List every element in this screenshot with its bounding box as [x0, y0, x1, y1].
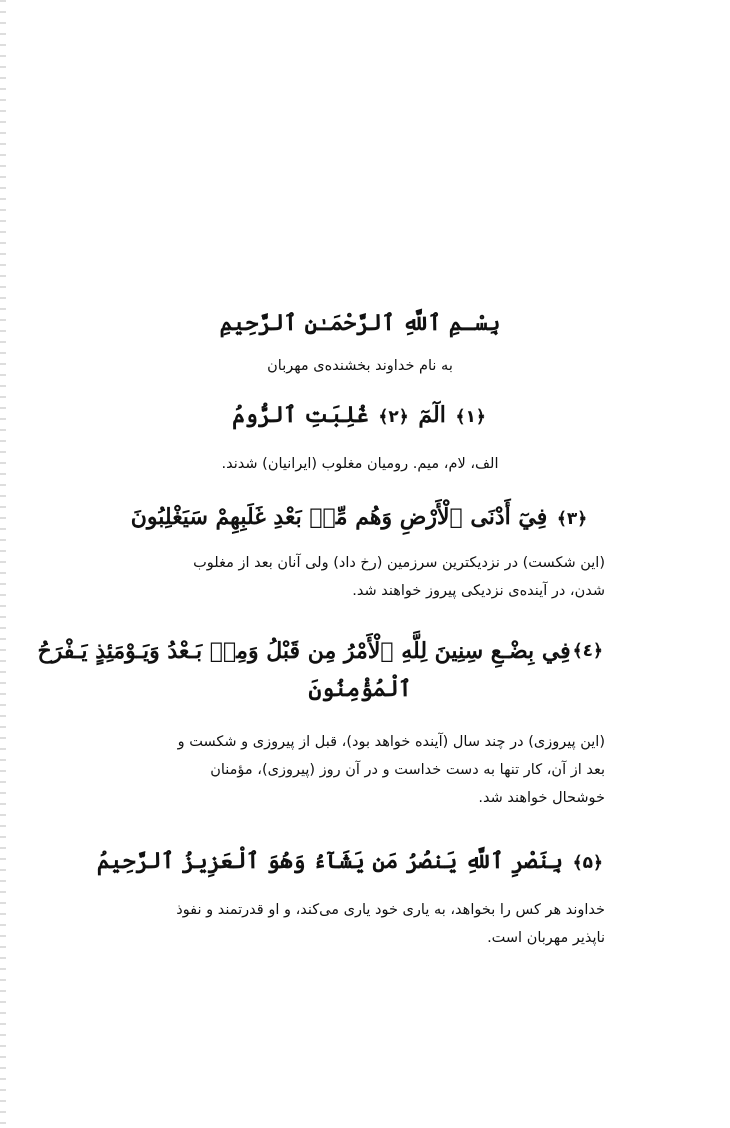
- verse-number-2: ﴿۲﴾: [378, 407, 409, 427]
- verse-3-text: فِيٓ أَدْنَى ٱلْأَرْضِ وَهُم مِّنۢ بَعْدِ غَلَبِهِمْ سَيَغْلِبُونَ: [130, 504, 548, 530]
- verse-5-persian: [115, 896, 605, 952]
- verse-4-persian-line: (این پیروزی) در چند سال (آینده خواهد بود)، قبل از پیروزی و شکست و: [177, 734, 605, 750]
- verse-4-arabic-line-2: [115, 672, 605, 706]
- basmala-arabic-text: بِسْـمِ ٱللَّهِ ٱلرَّحْمَـٰنِ ٱلرَّحِيمِ: [219, 310, 501, 336]
- verse-4-persian: [115, 728, 605, 812]
- verse-1-2-arabic: [115, 398, 605, 434]
- basmala-persian: [115, 352, 605, 380]
- verse-4-text-line-2: ٱلْمُؤْمِنُونَ: [308, 676, 412, 702]
- verse-4-arabic: [37, 634, 605, 706]
- verse-3-persian-line: (این شکست) در نزدیکترین سرزمین (رخ داد) ولی آنان بعد از مغلوب: [193, 555, 605, 571]
- verse-number-1: ﴿۱﴾: [455, 407, 486, 427]
- verse-5-text: بِنَصْرِ ٱللَّهِ يَنصُرُ مَن يَشَآءُ وَهُوَ ٱلْعَزِيزُ ٱلرَّحِيمُ: [96, 848, 563, 874]
- verse-3-persian: [115, 549, 605, 605]
- verse-5-persian-line: خداوند هر کس را بخواهد، به یاری خود یاری می‌کند، و او قدرتمند و نفوذ: [176, 902, 605, 918]
- verse-number-4: ﴿٤﴾: [572, 641, 603, 661]
- verse-3-persian-line: شدن، در آینده‌ی نزدیکی پیروز خواهند شد.: [352, 583, 605, 599]
- verse-5-arabic: [96, 844, 605, 880]
- basmala-arabic: [115, 306, 605, 340]
- verse-1-text: الٓمٓ: [418, 402, 446, 428]
- verse-4-persian-line: خوشحال خواهند شد.: [478, 790, 605, 806]
- verse-4-persian-line: بعد از آن، کار تنها به دست خداست و در آن روز (پیروزی)، مؤمنان: [210, 762, 605, 778]
- verse-number-5: ﴿۵﴾: [572, 853, 603, 873]
- verse-1-2-persian-text: الف، لام، میم. رومیان مغلوب (ایرانیان) شدند.: [221, 456, 499, 472]
- scan-edge-artifact: [0, 0, 6, 1128]
- verse-1-2-persian: [115, 450, 605, 478]
- verse-4-arabic-line-1: [37, 634, 605, 668]
- verse-number-3: ﴿۳﴾: [556, 509, 588, 529]
- verse-3-arabic: [115, 500, 605, 536]
- basmala-persian-text: به نام خداوند بخشنده‌ی مهربان: [267, 358, 453, 374]
- verse-4-text-line-1: فِي بِضْـعِ سِنِينَ لِلَّهِ ٱلْأَمْرُ مِن قَبْلُ وَمِنۢ بَـعْدُ وَيَـوْمَئِذٍ يَـفْرَحُ: [37, 638, 571, 664]
- verse-2-text: غُلِبَتِ ٱلرُّومُ: [232, 402, 369, 428]
- verse-5-persian-line: ناپذیر مهربان است.: [487, 930, 605, 946]
